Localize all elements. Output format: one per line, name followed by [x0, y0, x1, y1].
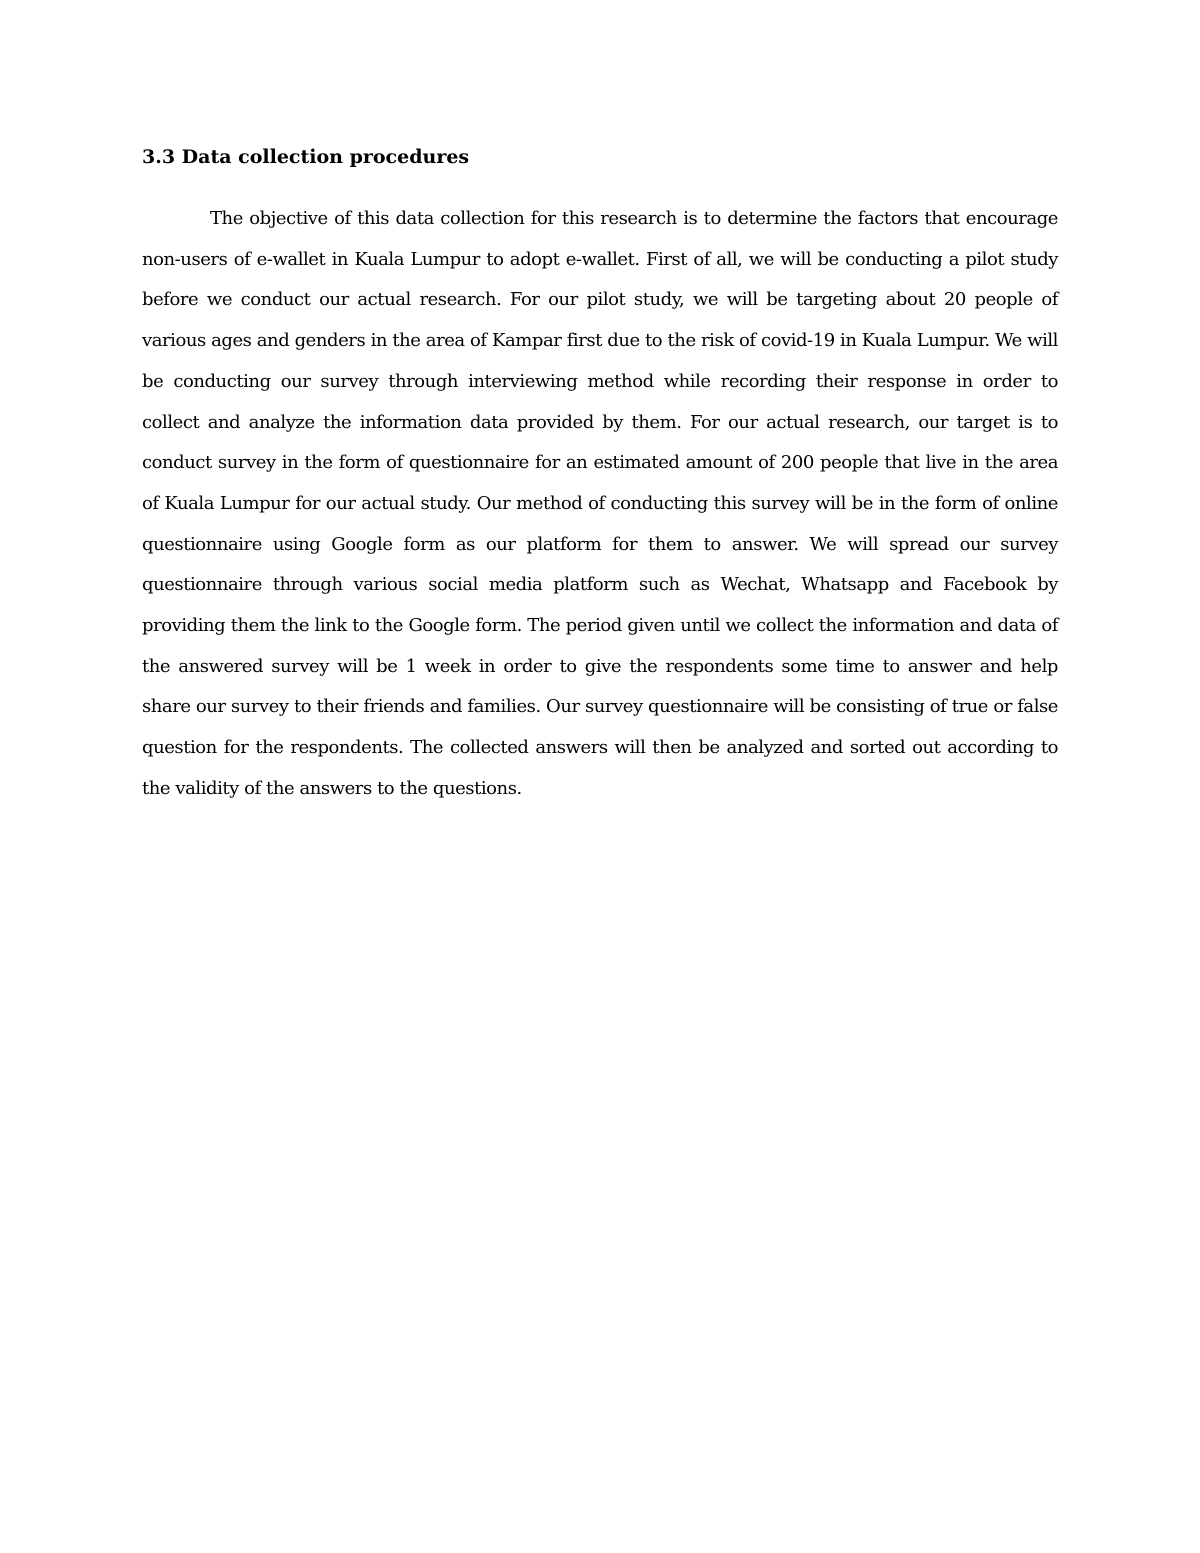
section-heading: 3.3 Data collection procedures	[142, 146, 470, 168]
document-content	[142, 142, 1058, 810]
body-paragraph: The objective of this data collection for this research is to determine the factors that encourage non-users of e-wallet in Kuala Lumpur to adopt e-wallet. First of all, we will be conducting a pilot study before we conduct our actual research. For our pilot study, we will be targeting about 20 people of various ages and genders in the area of Kampar first due to the risk of covid-19 in Kuala Lumpur. We will be conducting our survey through interviewing method while recording their response in order to collect and analyze the information data provided by them. For our actual research, our target is to conduct survey in the form of questionnaire for an estimated amount of 200 people that live in the area of Kuala Lumpur for our actual study. Our method of conducting this survey will be in the form of online questionnaire using Google form as our platform for them to answer. We will spread our survey questionnaire through various social media platform such as Wechat, Whatsapp and Facebook by providing them the link to the Google form. The period given until we collect the information and data of the answered survey will be 1 week in order to give the respondents some time to answer and help share our survey to their friends and families. Our survey questionnaire will be consisting of true or false question for the respondents. The collected answers will then be analyzed and sorted out according to the validity of the answers to the questions.	[142, 208, 1058, 799]
